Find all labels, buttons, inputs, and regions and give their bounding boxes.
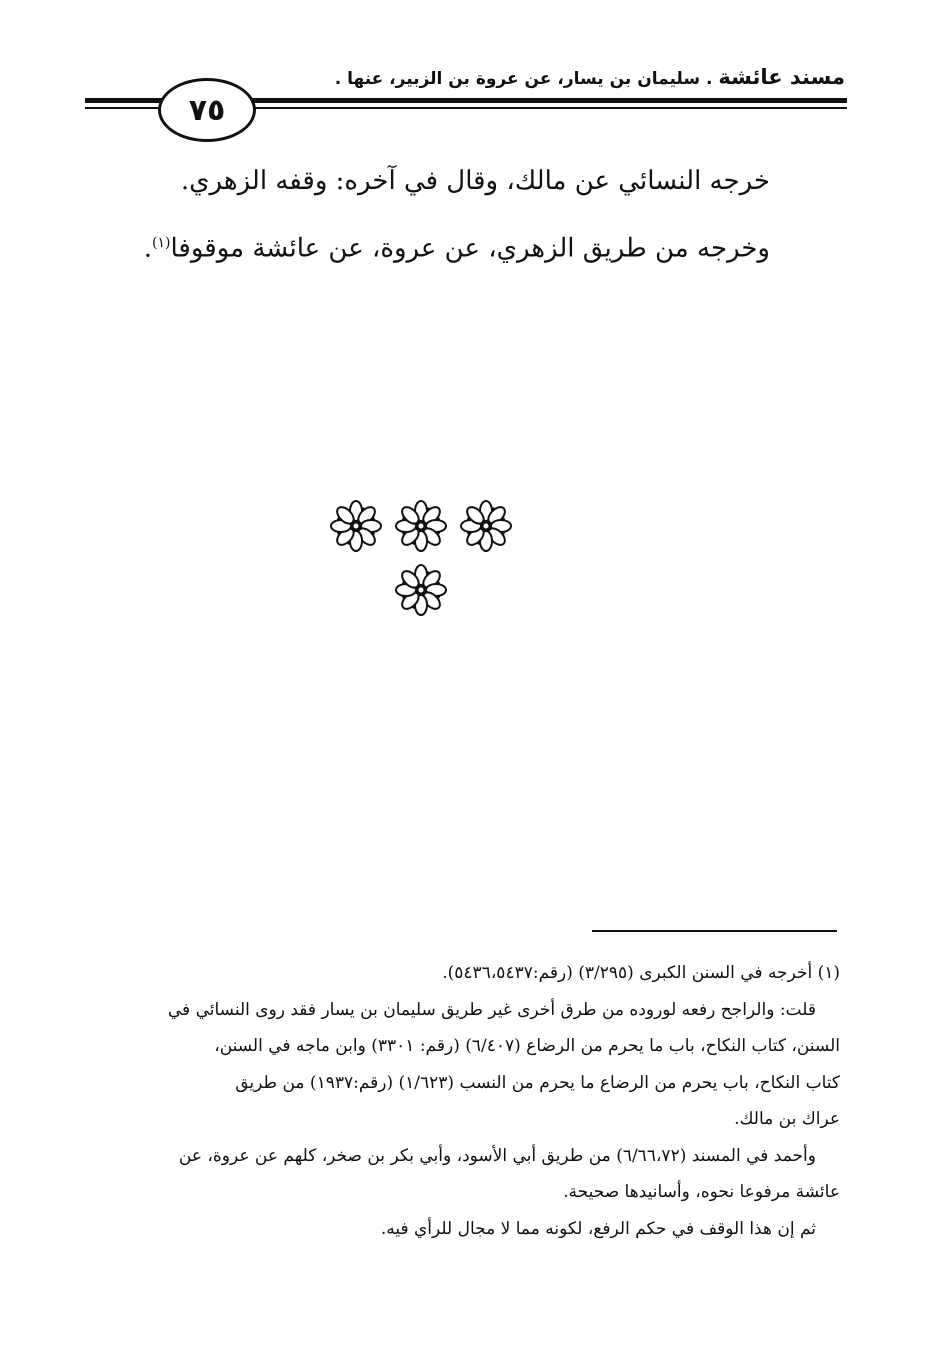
main-text-line-2-body: وخرجه من طريق الزهري، عن عروة، عن عائشة موقوفا	[170, 233, 770, 264]
flower-ornament-icon	[395, 564, 447, 616]
main-text	[143, 150, 770, 280]
header-title: مسند عائشة	[718, 65, 845, 89]
header-subtitle: . سليمان بن يسار، عن عروة بن الزبير، عنها .	[334, 69, 713, 89]
main-text-line-2	[143, 212, 770, 280]
footnote-line: قلت: والراجح رفعه لوروده من طرق أخرى غير طريق سليمان بن يسار فقد روى النسائي في	[167, 999, 816, 1020]
footnote-line: وأحمد في المسند (٦/٦٦،٧٢) من طريق أبي الأسود، وأبي بكر بن صخر، كلهم عن عروة، عن	[178, 1145, 816, 1166]
footnote-line: كتاب النكاح، باب يحرم من الرضاع ما يحرم من النسب (١/٦٢٣) (رقم:١٩٣٧) من طريق	[235, 1072, 840, 1093]
end-punct: .	[143, 233, 153, 264]
main-text-line-1: خرجه النسائي عن مالك، وقال في آخره: وقفه الزهري.	[180, 166, 770, 196]
footnote-line: ثم إن هذا الوقف في حكم الرفع، لكونه مما لا مجال للرأي فيه.	[380, 1218, 816, 1239]
flower-ornament-icon	[460, 500, 512, 552]
footnote-separator	[592, 930, 837, 932]
section-divider-ornaments	[330, 500, 520, 620]
footnote-line: (١) أخرجه في السنن الكبرى (٣/٢٩٥) (رقم:٥٤٣٦،٥٤٣٧).	[442, 963, 840, 983]
flower-ornament-icon	[330, 500, 382, 552]
page-number: ٧٥	[158, 78, 256, 142]
footnotes	[82, 955, 840, 1247]
footnote-line: عائشة مرفوعا نحوه، وأسانيدها صحيحة.	[563, 1182, 840, 1202]
footnote-line: عراك بن مالك.	[734, 1109, 840, 1129]
footnote-line: السنن، كتاب النكاح، باب ما يحرم من الرضاع (٦/٤٠٧) (رقم: ٣٣٠١) وابن ماجه في السنن،	[214, 1036, 840, 1056]
footnote-ref: (١)	[152, 235, 171, 251]
running-header	[270, 62, 845, 92]
flower-ornament-icon	[395, 500, 447, 552]
